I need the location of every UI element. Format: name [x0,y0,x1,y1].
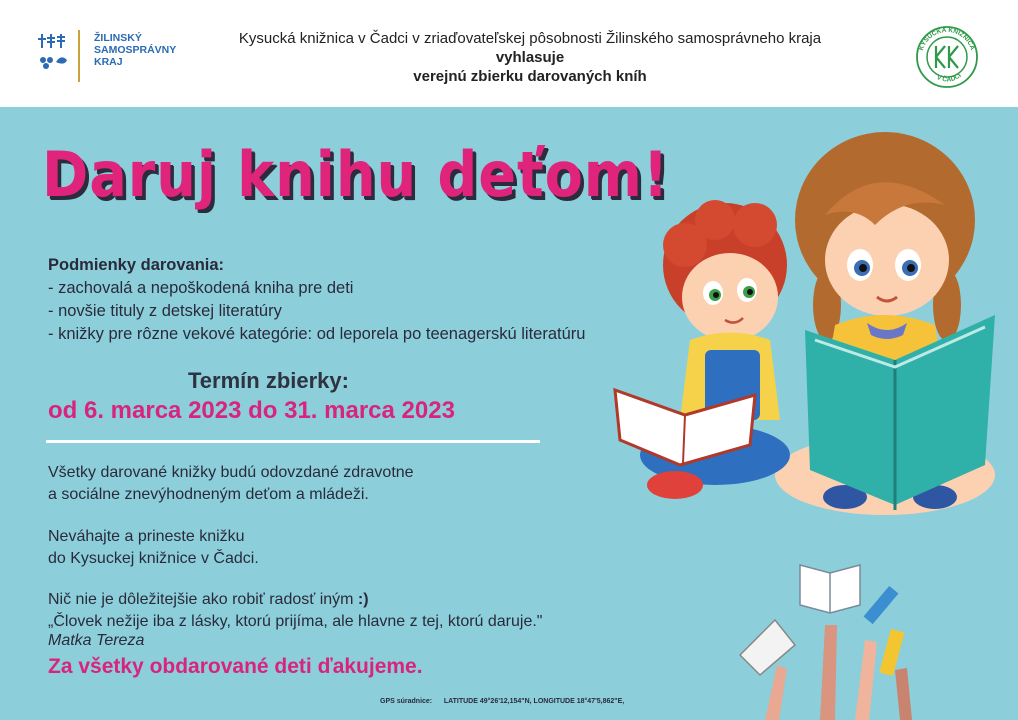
girl-face-icon [825,204,949,316]
gps-coordinates [380,698,624,705]
paragraph-invitation [48,526,259,570]
zilinsky-kraj-logo [38,28,178,84]
paragraph-line: do Kysuckej knižnice v Čadci. [48,550,259,567]
gps-value: LATITUDE 49°26'12,154"N, LONGITUDE 18°47'5,862"E, [443,698,625,705]
paragraph-recipients [48,462,414,506]
zsk-emblem-icon [38,28,94,84]
term-label: Termín zbierky: [188,368,349,393]
quote-text: „Človek nežije iba z lásky, ktorú prijíma, ale hlavne z tej, ktorú daruje." [48,613,543,630]
thank-you-line: Za všetky obdarované deti ďakujeme. [48,655,423,678]
kysucka-kniznica-logo [912,22,982,92]
zsk-logo-text [94,32,176,68]
reading-children-illustration [605,125,1010,545]
kk-logo-top-text: KYSUCKÁ KNIŽNICA [917,26,976,52]
conditions-heading: Podmienky darovania: [48,256,225,274]
smiley-emoticon: :) [357,591,369,608]
divider-line [46,440,540,443]
kk-logo-bottom-text: V ČADCI [935,72,963,84]
condition-item: - novšie tituly z detskej literatúry [48,302,282,320]
zsk-logo-line-1: ŽILINSKÝ [94,32,142,44]
paragraph-line: Neváhajte a prineste knižku [48,528,245,545]
quote-author: Matka Tereza [48,632,145,649]
boy-face-icon [682,253,778,341]
header-line-organizer: Kysucká knižnica v Čadci v zriaďovateľskej pôsobnosti Žilinského samosprávneho kraja [238,30,822,47]
header-band [0,0,1018,107]
header-line-collection: verejnú zbierku darovaných kníh [413,68,647,85]
term-dates: od 6. marca 2023 do 31. marca 2023 [48,397,455,424]
condition-item: - zachovalá a nepoškodená kniha pre deti [48,279,354,297]
joy-sentence: Nič nie je dôležitejšie ako robiť radosť iným [48,591,358,608]
zsk-logo-line-2: SAMOSPRÁVNY [94,44,177,56]
paragraph-line [48,589,542,611]
hands-with-books-illustration [735,555,955,720]
condition-item: - knižky pre rôzne vekové kategórie: od leporela po teenagerskú literatúru [48,325,586,343]
header-announcement [190,29,870,86]
gps-label: GPS súradnice: [380,698,433,705]
donation-conditions [48,254,585,346]
zsk-logo-line-3: KRAJ [94,56,123,68]
paragraph-line: Všetky darované knižky budú odovzdané zdravotne [48,464,414,481]
header-line-announces: vyhlasuje [495,49,565,66]
paragraph-quote-block [48,589,542,633]
paragraph-line: a sociálne znevýhodneným deťom a mládeži. [48,486,369,503]
poster-title: Daruj knihu deťom! [42,138,670,211]
